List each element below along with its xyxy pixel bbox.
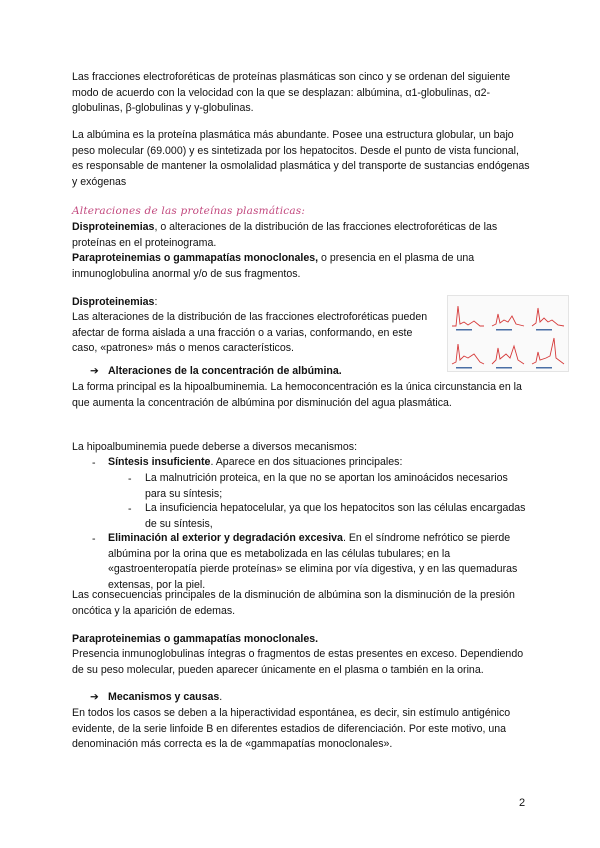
mechanism-item-1-sub-2: La insuficiencia hepatocelular, ya que los hepatocitos son las células encargadas de su síntesis,	[145, 502, 526, 530]
proteinogram-thumbnails	[447, 295, 569, 372]
mechanism-item-1: Síntesis insuficiente. Aparece en dos situaciones principales:	[108, 456, 403, 468]
hypoalbuminemia-text: La forma principal es la hipoalbuminemia. La hemoconcentración es la única circunstancia en la que aumenta la concentración de albúmina por disminución del agua plasmática.	[72, 381, 522, 409]
mechanism-item-1-sub-1: La malnutrición proteica, en la que no se aportan los aminoácidos necesarios para su síntesis;	[145, 472, 508, 500]
section-heading: Alteraciones de las proteínas plasmáticas:	[72, 205, 306, 217]
mechanism-item-2: Eliminación al exterior y degradación excesiva. En el síndrome nefrótico se pierde albúmina por la orina que es metabolizada en las células tubulares; en la «gastroenteropatía pierde proteínas» se elimina por vía digestiva, y en las quemaduras extensas, por la piel.	[108, 532, 518, 591]
page-number: 2	[519, 797, 526, 809]
proteinogram-trace-1	[452, 306, 484, 326]
thumb-caption-4	[456, 367, 472, 369]
def-disproteinemias: , o alteraciones de la distribución de las fracciones electroforéticas de las proteínas en el proteinograma.	[72, 221, 498, 249]
definition-paraproteinemias	[72, 251, 532, 282]
def-paraproteinemias: o presencia en el plasma de una inmunoglobulina anormal y/o de sus fragmentos.	[72, 252, 475, 280]
thumb-caption-5	[496, 367, 512, 369]
paraproteinemias-title: Paraproteinemias o gammapatías monoclonales.	[72, 633, 319, 645]
intro-paragraph-1: Las fracciones electroforéticas de proteínas plasmáticas son cinco y se ordenan del siguiente modo de acuerdo con la velocidad con la que se desplazan: albúmina, α1-globulinas, α2-globulinas, β-globulinas y γ-globulinas.	[72, 71, 511, 114]
arrow-icon: ➔	[90, 365, 99, 377]
bullet-dash-1b: -	[128, 503, 132, 515]
term-disproteinemias: Disproteinemias	[72, 221, 155, 233]
proteinogram-trace-2	[492, 314, 524, 326]
proteinogram-trace-5	[492, 346, 524, 364]
bullet-dash-2: -	[92, 533, 96, 545]
albumin-subheading: ➔ Alteraciones de la concentración de albúmina.	[90, 364, 342, 380]
proteinogram-trace-4	[452, 344, 484, 364]
mechanisms-intro: La hipoalbuminemia puede deberse a diversos mecanismos:	[72, 441, 358, 453]
definition-disproteinemias	[72, 220, 532, 251]
proteinogram-trace-3	[532, 308, 564, 326]
thumb-caption-6	[536, 367, 552, 369]
thumb-caption-2	[496, 329, 512, 331]
disproteinemias-title: Disproteinemias:	[72, 296, 158, 308]
proteinogram-figure	[448, 296, 568, 371]
bullet-dash-1a: -	[128, 473, 132, 485]
intro-paragraph-2: La albúmina es la proteína plasmática más abundante. Posee una estructura globular, un bajo peso molecular (69.000) y es sintetizada por los hepatocitos. Desde el punto de vista funcional, es responsable de mantener la osmolalidad plasmática y del transporte de sustancias endógenas y exógenas	[72, 129, 530, 188]
paraproteinemias-body-2: En todos los casos se deben a la hiperactividad espontánea, es decir, sin estímulo antigénico evidente, de la serie linfoide B en diferentes estadios de diferenciación. Por este motivo, una denominación más correcta es la de «gammapatías monoclonales».	[72, 707, 511, 750]
proteinogram-trace-6	[532, 338, 564, 364]
disproteinemias-body: Las alteraciones de la distribución de las fracciones electroforéticas pueden afectar de forma aislada a una fracción o a varias, conformando, en este caso, «patrones» más o menos característicos.	[72, 311, 428, 354]
bullet-dash-1: -	[92, 457, 96, 469]
consequences-text: Las consecuencias principales de la disminución de albúmina son la disminución de la presión oncótica y la aparición de edemas.	[72, 589, 515, 617]
term-paraproteinemias: Paraproteinemias o gammapatías monoclonales,	[72, 252, 319, 264]
thumb-caption-1	[456, 329, 472, 331]
paraproteinemias-body: Presencia inmunoglobulinas íntegras o fragmentos de estas presentes en exceso. Dependiendo de su peso molecular, pueden aparecer únicamente en el plasma o también en la orina.	[72, 648, 524, 676]
arrow-icon: ➔	[90, 691, 99, 703]
thumb-caption-3	[536, 329, 552, 331]
mechanisms-subheading: ➔ Mecanismos y causas.	[90, 690, 222, 706]
